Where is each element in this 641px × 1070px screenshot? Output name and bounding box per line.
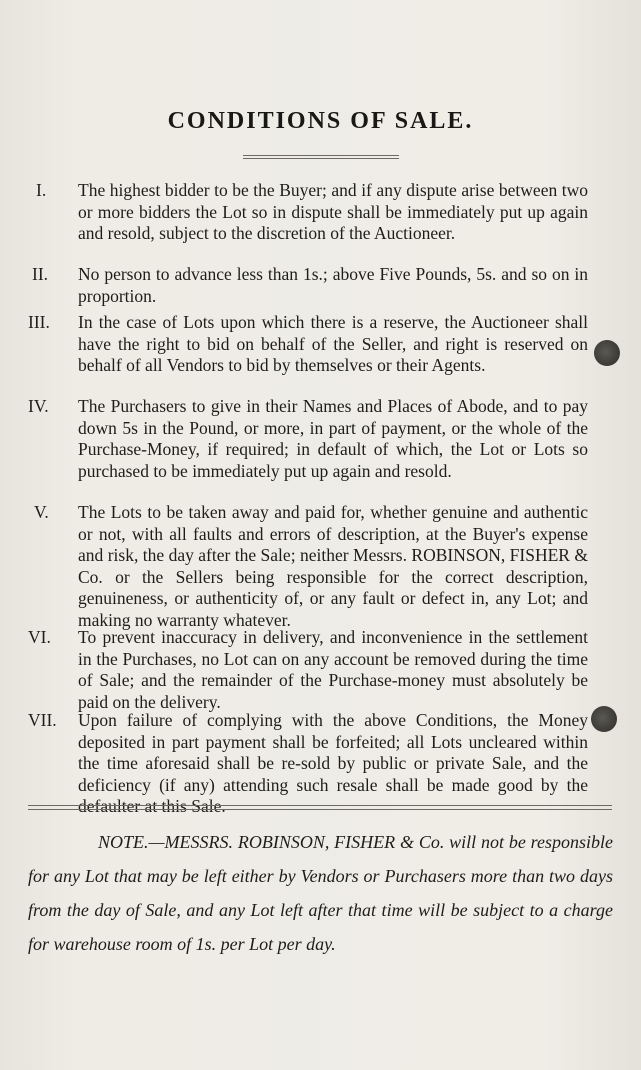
clause-5 — [28, 502, 588, 631]
section-divider-inner — [28, 809, 612, 810]
clause-1 — [28, 180, 588, 245]
binding-hole-top — [594, 340, 620, 366]
clause-number: VI. — [28, 627, 51, 647]
clause-number: IV. — [28, 396, 49, 416]
clause-number: II. — [32, 264, 49, 284]
note-label: NOTE. — [98, 832, 149, 852]
clause-number: V. — [34, 502, 49, 522]
clause-number: VII. — [28, 710, 57, 730]
title-underline — [243, 155, 399, 159]
clause-text: The Purchasers to give in their Names and Places of Abode, and to pay down 5s in the Pound, or more, in part of payment, or the whole of the Purchase-Money, if required; in default of which, the Lot or Lots so purchased to be immediately put up again and resold. — [78, 396, 588, 481]
clause-7 — [28, 710, 588, 818]
clause-number: I. — [36, 180, 47, 200]
clause-text: No person to advance less than 1s.; above Five Pounds, 5s. and so on in proportion. — [78, 264, 588, 306]
clause-text: Upon failure of complying with the above Conditions, the Money deposited in part payment shall be forfeited; all Lots uncleared within the time aforesaid shall be re-sold by public or private Sale, and the deficiency (if any) attending such resale shall be made good by the defaulter at this Sale. — [78, 710, 588, 816]
note-text: —MESSRS. ROBINSON, FISHER & Co. will not be responsible for any Lot that may be left either by Vendors or Purchasers more than two days from the day of Sale, and any Lot left after that time will be subject to a charge for warehouse room of 1s. per Lot per day. — [28, 832, 613, 954]
clause-text: In the case of Lots upon which there is a reserve, the Auctioneer shall have the right to bid on behalf of the Seller, and right is reserved on behalf of all Vendors to bid by themselves or their Agents. — [78, 312, 588, 375]
page-title: CONDITIONS OF SALE. — [167, 108, 474, 134]
note-paragraph — [28, 825, 613, 961]
clause-3 — [28, 312, 588, 377]
clause-number: III. — [28, 312, 50, 332]
clause-2 — [28, 264, 588, 307]
clause-text: To prevent inaccuracy in delivery, and inconvenience in the settlement in the Purchases, no Lot can on any account be removed during the time of Sale; and the remainder of the Purchase-money must absolutely be paid on the delivery. — [78, 627, 588, 712]
clause-text: The Lots to be taken away and paid for, whether genuine and authentic or not, with all faults and errors of description, at the Buyer's expense and risk, the day after the Sale; neither Messrs. ROBINSON, FISHER & Co. or the Sellers being responsible for the correct description, genuineness, or authenticity of, or any fault or defect in, any Lot; and making no warranty whatever. — [78, 502, 588, 630]
clause-6 — [28, 627, 588, 713]
binding-hole-bottom — [591, 706, 617, 732]
clause-text: The highest bidder to be the Buyer; and if any dispute arise between two or more bidders the Lot so in dispute shall be immediately put up again and resold, subject to the discretion of the Auctioneer. — [78, 180, 588, 243]
clause-4 — [28, 396, 588, 482]
section-divider — [28, 805, 612, 806]
